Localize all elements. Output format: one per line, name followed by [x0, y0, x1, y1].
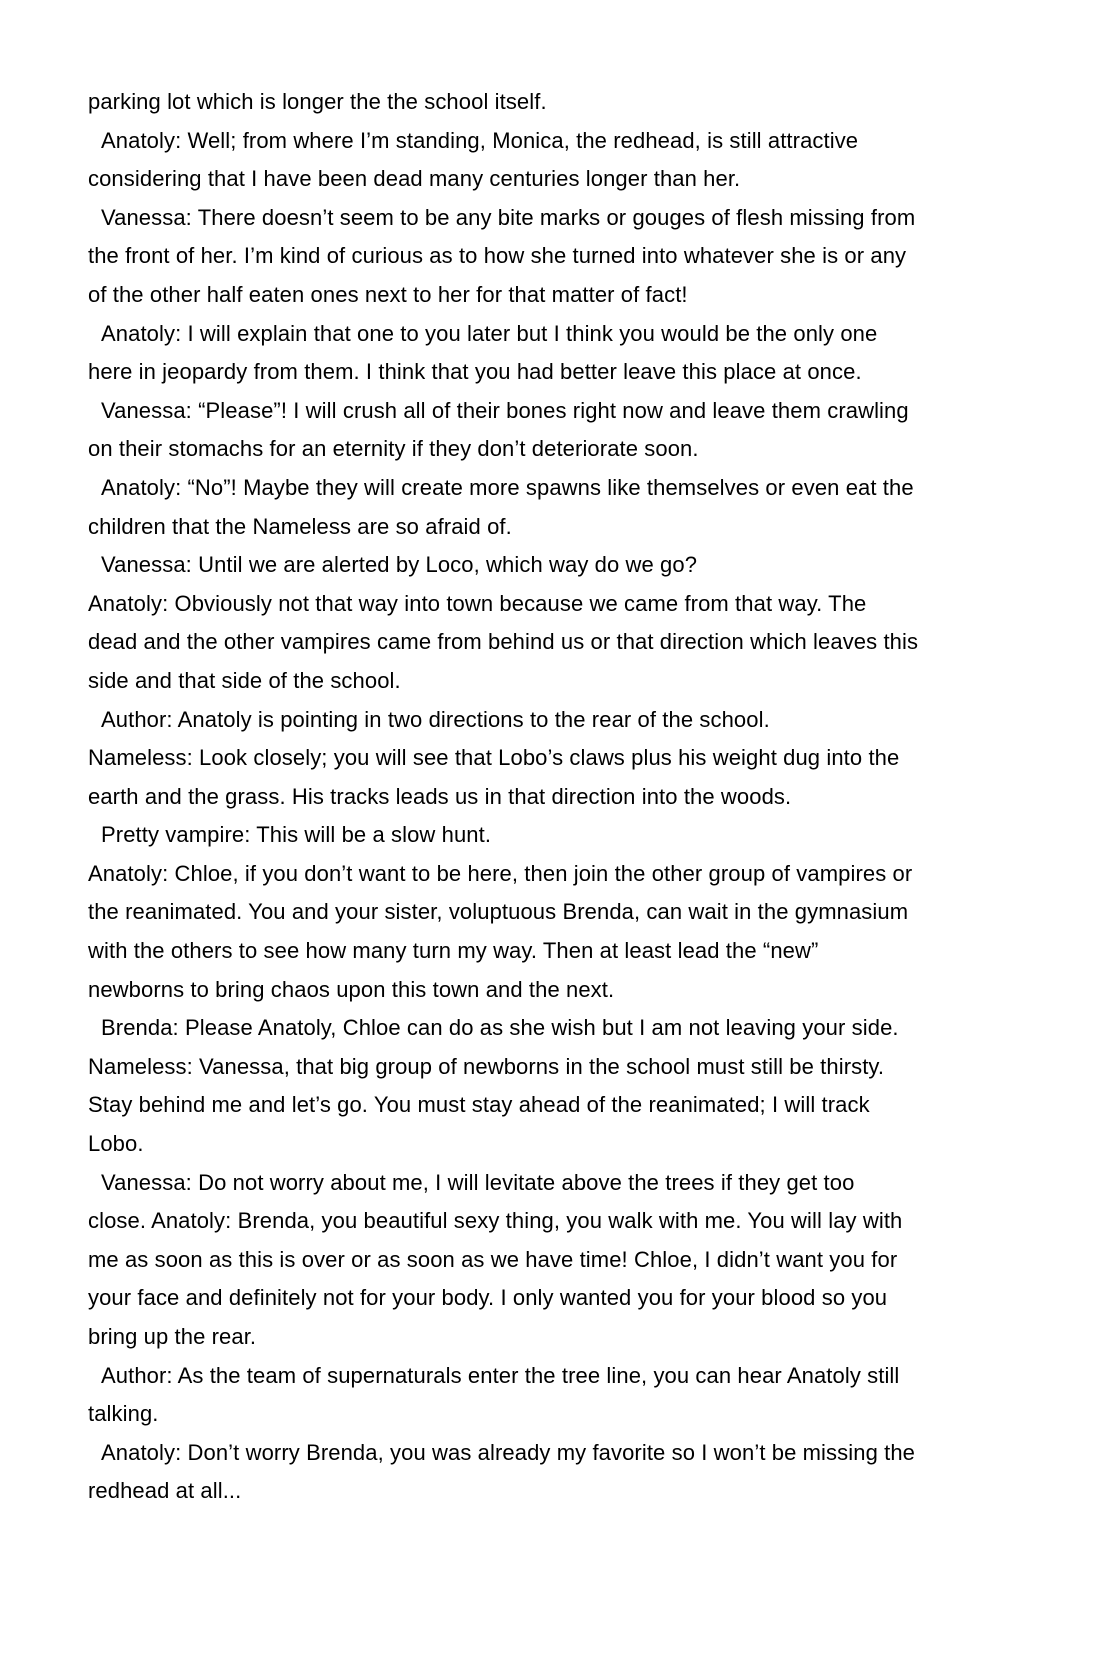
text-line: here in jeopardy from them. I think that you had better leave this place at once. — [88, 359, 862, 385]
text-line: Vanessa: There doesn’t seem to be any bite marks or gouges of flesh missing from — [101, 204, 916, 230]
text-line: Nameless: Vanessa, that big group of newborns in the school must still be thirsty. — [88, 1053, 885, 1079]
text-line: Stay behind me and let’s go. You must stay ahead of the reanimated; I will track — [88, 1092, 870, 1118]
text-line: parking lot which is longer the the school itself. — [88, 89, 547, 114]
text-line: me as soon as this is over or as soon as we have time! Chloe, I didn’t want you for — [88, 1246, 898, 1272]
text-line: Nameless: Look closely; you will see that Lobo’s claws plus his weight dug into the — [88, 745, 900, 771]
text-line: Anatoly: Well; from where I’m standing, Monica, the redhead, is still attractive — [101, 127, 859, 153]
text-line: redhead at all... — [88, 1478, 242, 1504]
text-line: Pretty vampire: This will be a slow hunt. — [101, 822, 492, 848]
text-line: the front of her. I’m kind of curious as to how she turned into whatever she is or any — [88, 243, 907, 269]
text-line: Anatoly: “No”! Maybe they will create more spawns like themselves or even eat the — [101, 474, 914, 500]
text-line: Brenda: Please Anatoly, Chloe can do as she wish but I am not leaving your side. — [101, 1015, 899, 1041]
text-line: Author: Anatoly is pointing in two directions to the rear of the school. — [101, 706, 770, 732]
text-line: Anatoly: I will explain that one to you later but I think you would be the only one — [101, 320, 878, 346]
text-line: earth and the grass. His tracks leads us in that direction into the woods. — [88, 783, 792, 809]
text-line: Anatoly: Don’t worry Brenda, you was already my favorite so I won’t be missing the — [101, 1439, 916, 1465]
text-line: your face and definitely not for your body. I only wanted you for your blood so you — [88, 1285, 888, 1311]
text-line: side and that side of the school. — [88, 667, 401, 693]
text-line: dead and the other vampires came from behind us or that direction which leaves this — [88, 629, 919, 655]
text-line: Anatoly: Obviously not that way into town because we came from that way. The — [88, 590, 867, 616]
text-line: close. Anatoly: Brenda, you beautiful sexy thing, you walk with me. You will lay with — [88, 1208, 903, 1234]
text-line: the reanimated. You and your sister, voluptuous Brenda, can wait in the gymnasium — [88, 899, 909, 925]
text-line: Anatoly: Chloe, if you don’t want to be here, then join the other group of vampires or — [88, 860, 913, 886]
text-line: Lobo. — [88, 1131, 144, 1157]
text-line: of the other half eaten ones next to her for that matter of fact! — [88, 281, 688, 307]
text-line: Vanessa: “Please”! I will crush all of their bones right now and leave them crawling — [101, 397, 909, 423]
page-text — [88, 83, 992, 1511]
text-line: newborns to bring chaos upon this town and the next. — [88, 976, 615, 1002]
text-line: talking. — [88, 1401, 159, 1427]
text-line: on their stomachs for an eternity if they don’t deteriorate soon. — [88, 436, 699, 462]
text-line: children that the Nameless are so afraid of. — [88, 513, 512, 539]
text-line: Author: As the team of supernaturals enter the tree line, you can hear Anatoly still — [101, 1362, 900, 1388]
text-line: Vanessa: Do not worry about me, I will levitate above the trees if they get too — [101, 1169, 855, 1195]
text-line: bring up the rear. — [88, 1324, 257, 1349]
text-line: with the others to see how many turn my way. Then at least lead the “new” — [88, 938, 819, 964]
text-line: Vanessa: Until we are alerted by Loco, which way do we go? — [101, 552, 698, 578]
text-line: considering that I have been dead many centuries longer than her. — [88, 166, 741, 192]
